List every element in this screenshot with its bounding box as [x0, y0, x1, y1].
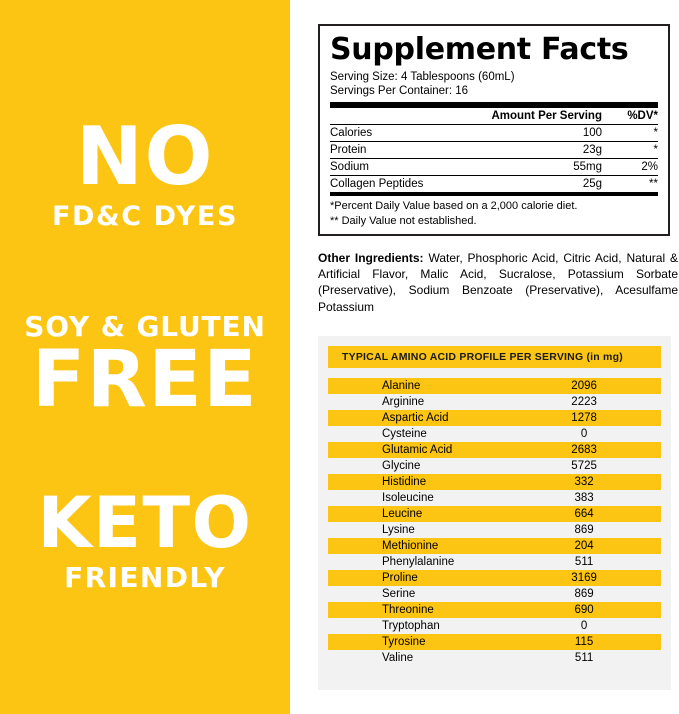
amino-acid-value: 2683	[571, 444, 597, 456]
header-daily-value: %DV*	[620, 108, 658, 125]
claim-keto-subtext: FRIENDLY	[64, 561, 226, 595]
list-item	[328, 506, 661, 522]
supplement-facts-panel	[318, 24, 670, 236]
list-item	[328, 570, 661, 586]
nutrient-dv: *	[620, 142, 658, 159]
list-item	[328, 554, 661, 570]
amino-acid-value: 383	[574, 492, 594, 504]
amino-acid-rows	[328, 378, 661, 666]
amino-acid-value: 664	[574, 508, 594, 520]
list-item	[328, 474, 661, 490]
serving-size: Serving Size: 4 Tablespoons (60mL)	[330, 70, 515, 83]
list-item	[328, 458, 661, 474]
list-item	[328, 490, 661, 506]
nutrient-amount: 100	[452, 125, 620, 142]
nutrient-amount: 23g	[452, 142, 620, 159]
amino-acid-name: Isoleucine	[382, 492, 434, 504]
amino-acid-value: 511	[574, 556, 594, 568]
table-row	[330, 159, 658, 176]
claim-keto-friendly	[0, 481, 290, 595]
table-row	[330, 125, 658, 142]
supplement-facts-table	[330, 108, 658, 192]
list-item	[328, 650, 661, 666]
list-item	[328, 522, 661, 538]
list-item	[328, 602, 661, 618]
list-item	[328, 538, 661, 554]
other-ingredients-label: Other Ingredients:	[318, 251, 424, 265]
nutrient-amount: 55mg	[452, 159, 620, 176]
list-item	[328, 618, 661, 634]
claim-soy-gluten-free	[0, 310, 290, 426]
other-ingredients-text: Water, Phosphoric Acid, Citric Acid, Natural & Artificial Flavor, Malic Acid, Sucralose, Potassium Sorbate (Preservative), Sodium Benzoate (Preservative), Acesulfame Potassium	[318, 251, 678, 314]
claim-soy-gluten-subtext: SOY & GLUTEN	[24, 310, 266, 344]
nutrient-dv: 2%	[620, 159, 658, 176]
nutrition-content-area	[290, 0, 679, 714]
amino-acid-value: 1278	[571, 412, 597, 424]
amino-acid-value: 332	[574, 476, 594, 488]
amino-acid-name: Threonine	[382, 604, 434, 616]
footnote-daily-value: *Percent Daily Value based on a 2,000 calorie diet.	[330, 200, 578, 213]
nutrient-dv: *	[620, 125, 658, 142]
amino-acid-value: 2223	[571, 396, 597, 408]
servings-per-container: Servings Per Container: 16	[330, 84, 469, 97]
amino-acid-name: Arginine	[382, 396, 425, 408]
table-row	[330, 176, 658, 193]
amino-acid-name: Lysine	[382, 524, 415, 536]
amino-acid-name: Serine	[382, 588, 416, 600]
amino-acid-name: Tyrosine	[382, 636, 426, 648]
amino-acid-value: 204	[574, 540, 594, 552]
amino-acid-name: Phenylalanine	[382, 556, 455, 568]
header-amount-per-serving: Amount Per Serving	[452, 108, 620, 125]
list-item	[328, 410, 661, 426]
list-item	[328, 426, 661, 442]
nutrient-name: Sodium	[330, 159, 452, 176]
claim-no-dyes-subtext: FD&C DYES	[51, 201, 239, 233]
amino-acid-value: 115	[574, 636, 594, 648]
claim-keto-headline: KETO	[37, 481, 253, 564]
amino-acid-name: Tryptophan	[382, 620, 440, 632]
nutrient-name: Calories	[330, 125, 452, 142]
nutrient-dv: **	[649, 178, 658, 191]
amino-acid-name: Proline	[382, 572, 418, 584]
claim-no-dyes-headline: NO	[75, 109, 215, 203]
supplement-facts-title: Supplement Facts	[330, 32, 629, 67]
header-nutrient	[330, 108, 452, 125]
claim-free-headline: FREE	[31, 335, 259, 426]
claim-no-dyes	[0, 109, 290, 233]
amino-acid-value: 511	[574, 652, 594, 664]
amino-acid-panel	[318, 336, 671, 690]
amino-acid-name: Valine	[382, 652, 414, 664]
table-header-row	[330, 108, 658, 125]
other-ingredients	[318, 250, 678, 315]
amino-acid-name: Glutamic Acid	[382, 444, 453, 456]
amino-acid-value: 2096	[571, 380, 597, 392]
amino-acid-value: 0	[580, 620, 588, 632]
list-item	[328, 442, 661, 458]
list-item	[328, 634, 661, 650]
amino-acid-value: 5725	[571, 460, 597, 472]
list-item	[328, 378, 661, 394]
amino-acid-value: 3169	[571, 572, 597, 584]
footnotes	[330, 192, 658, 228]
amino-acid-header: TYPICAL AMINO ACID PROFILE PER SERVING (in mg)	[328, 346, 661, 368]
nutrient-name: Collagen Peptides	[330, 178, 424, 191]
table-row	[330, 142, 658, 159]
amino-acid-name: Leucine	[382, 508, 423, 520]
footnote-not-established: ** Daily Value not established.	[330, 214, 477, 227]
amino-acid-name: Cysteine	[382, 428, 427, 440]
nutrient-name: Protein	[330, 142, 452, 159]
claims-panel	[0, 0, 290, 714]
amino-acid-value: 0	[580, 428, 588, 440]
amino-acid-name: Aspartic Acid	[382, 412, 449, 424]
amino-acid-name: Histidine	[382, 476, 427, 488]
amino-acid-name: Alanine	[382, 380, 421, 392]
amino-acid-value: 690	[574, 604, 594, 616]
nutrient-amount: 25g	[582, 178, 602, 191]
list-item	[328, 394, 661, 410]
amino-acid-value: 869	[574, 588, 594, 600]
list-item	[328, 586, 661, 602]
amino-acid-value: 869	[574, 524, 594, 536]
amino-acid-name: Methionine	[382, 540, 439, 552]
amino-acid-name: Glycine	[382, 460, 421, 472]
